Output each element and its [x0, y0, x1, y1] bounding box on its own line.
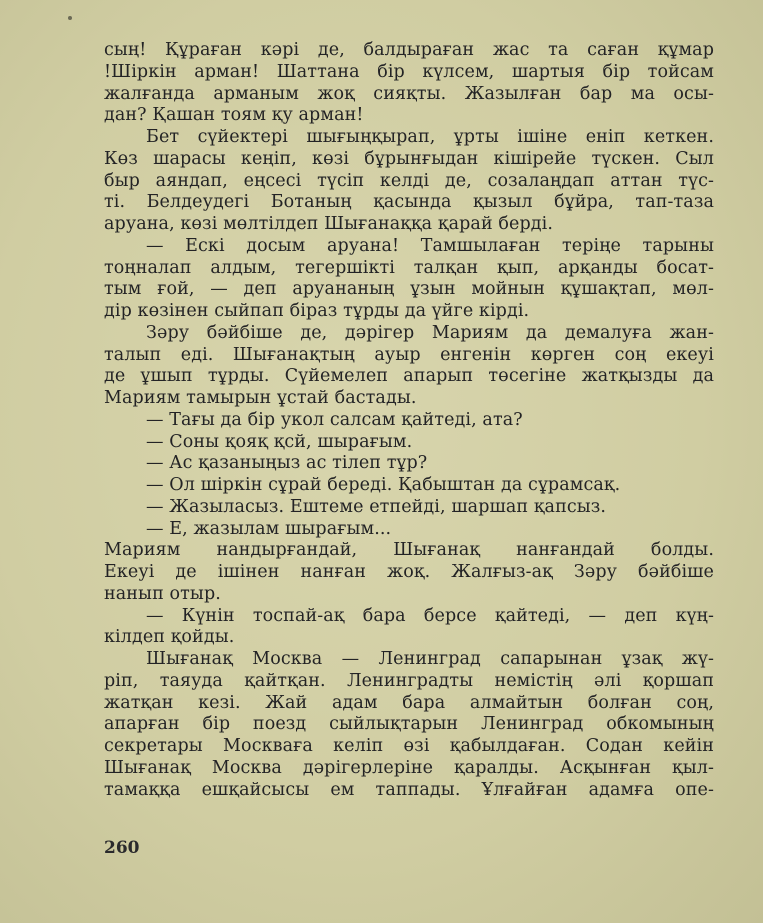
- text-line: сың! Құраған кәрі де, балдыраған жас та саған құмар: [104, 40, 714, 60]
- text-line: тоңналап алдым, тегершікті талқан қып, арқанды босат-: [104, 257, 714, 278]
- body-text: [104, 40, 714, 801]
- text-line: жалғанда арманым жоқ сияқты. Жазылған бар ма осы-: [104, 83, 714, 104]
- text-line: Зәру бәйбіше де, дәрігер Мариям да демалуға жан-: [146, 322, 714, 343]
- text-line: — Ескі досым аруана! Тамшылаған теріңе тарыны: [146, 235, 714, 256]
- text-line: талып еді. Шығанақтың ауыр енгенін көрген соң екеуі: [104, 344, 714, 365]
- text-line: дан? Қашан тоям қу арман!: [104, 105, 364, 126]
- text-line: тым ғой, — деп аруананың ұзын мойнын құшақтап, мөл-: [104, 279, 714, 300]
- text-line: — Соны қояқ қсй, шырағым.: [146, 431, 413, 452]
- text-line: Шығанақ Москва дәрігерлеріне қаралды. Асқынған қыл-: [104, 757, 714, 778]
- text-line: тамаққа ешқайсысы ем таппады. Ұлғайған адамға опе-: [104, 779, 714, 800]
- text-line: Мариям тамырын ұстай бастады.: [104, 388, 417, 408]
- text-line: — Тағы да бір укол салсам қайтеді, ата?: [146, 409, 523, 430]
- text-line: ріп, таяуда қайтқан. Ленинградты немістің әлі қоршап: [104, 670, 714, 691]
- text-line: Екеуі де ішінен нанған жоқ. Жалғыз-ақ Зәру бәйбіше: [104, 562, 714, 582]
- text-line: Көз шарасы кеңіп, көзі бұрынғыдан кішірейе түскен. Сыл: [104, 148, 714, 169]
- text-line: нанып отыр.: [104, 583, 221, 604]
- page-number: 260: [104, 838, 140, 858]
- text-line: жатқан кезі. Жай адам бара алмайтын болған соң,: [104, 692, 714, 713]
- text-line: кілдеп қойды.: [104, 627, 235, 648]
- text-line: секретары Москваға келіп өзі қабылдаған. Содан кейін: [104, 736, 714, 756]
- text-line: быр аяндап, еңсесі түсіп келді де, созалаңдап аттан түс-: [104, 170, 714, 191]
- text-line: — Ас қазаныңыз ас тілеп тұр?: [146, 453, 428, 474]
- text-line: ті. Белдеудегі Ботаның қасында қызыл бұйра, тап-таза: [104, 192, 714, 213]
- text-line: Бет сүйектері шығыңқырап, ұрты ішіне еніп кеткен.: [146, 127, 714, 147]
- text-line: — Ол шіркін сұрай береді. Қабыштан да сұрамсақ.: [146, 475, 621, 495]
- text-line: !Шіркін арман! Шаттана бір күлсем, шартыя бір тойсам: [104, 61, 714, 82]
- text-line: — Күнін тоспай-ақ бара берсе қайтеді, — деп күң-: [146, 605, 714, 626]
- text-line: — Жазыласыз. Ештеме етпейді, шаршап қапсыз.: [146, 496, 607, 517]
- text-line: апарған бір поезд сыйлықтарын Ленинград обкомының: [104, 714, 714, 735]
- text-line: де ұшып тұрды. Сүйемелеп апарып төсегіне жатқызды да: [104, 366, 714, 387]
- text-line: Шығанақ Москва — Ленинград сапарынан ұзақ жү-: [146, 649, 714, 669]
- text-line: Мариям нандырғандай, Шығанақ нанғандай болды.: [104, 540, 714, 561]
- text-line: — Е, жазылам шырағым...: [146, 518, 392, 539]
- text-line: дір көзінен сыйпап біраз тұрды да үйге кірді.: [104, 301, 530, 321]
- paper-speck: [68, 16, 72, 20]
- text-line: аруана, көзі мөлтілдеп Шығанаққа қарай берді.: [104, 214, 554, 234]
